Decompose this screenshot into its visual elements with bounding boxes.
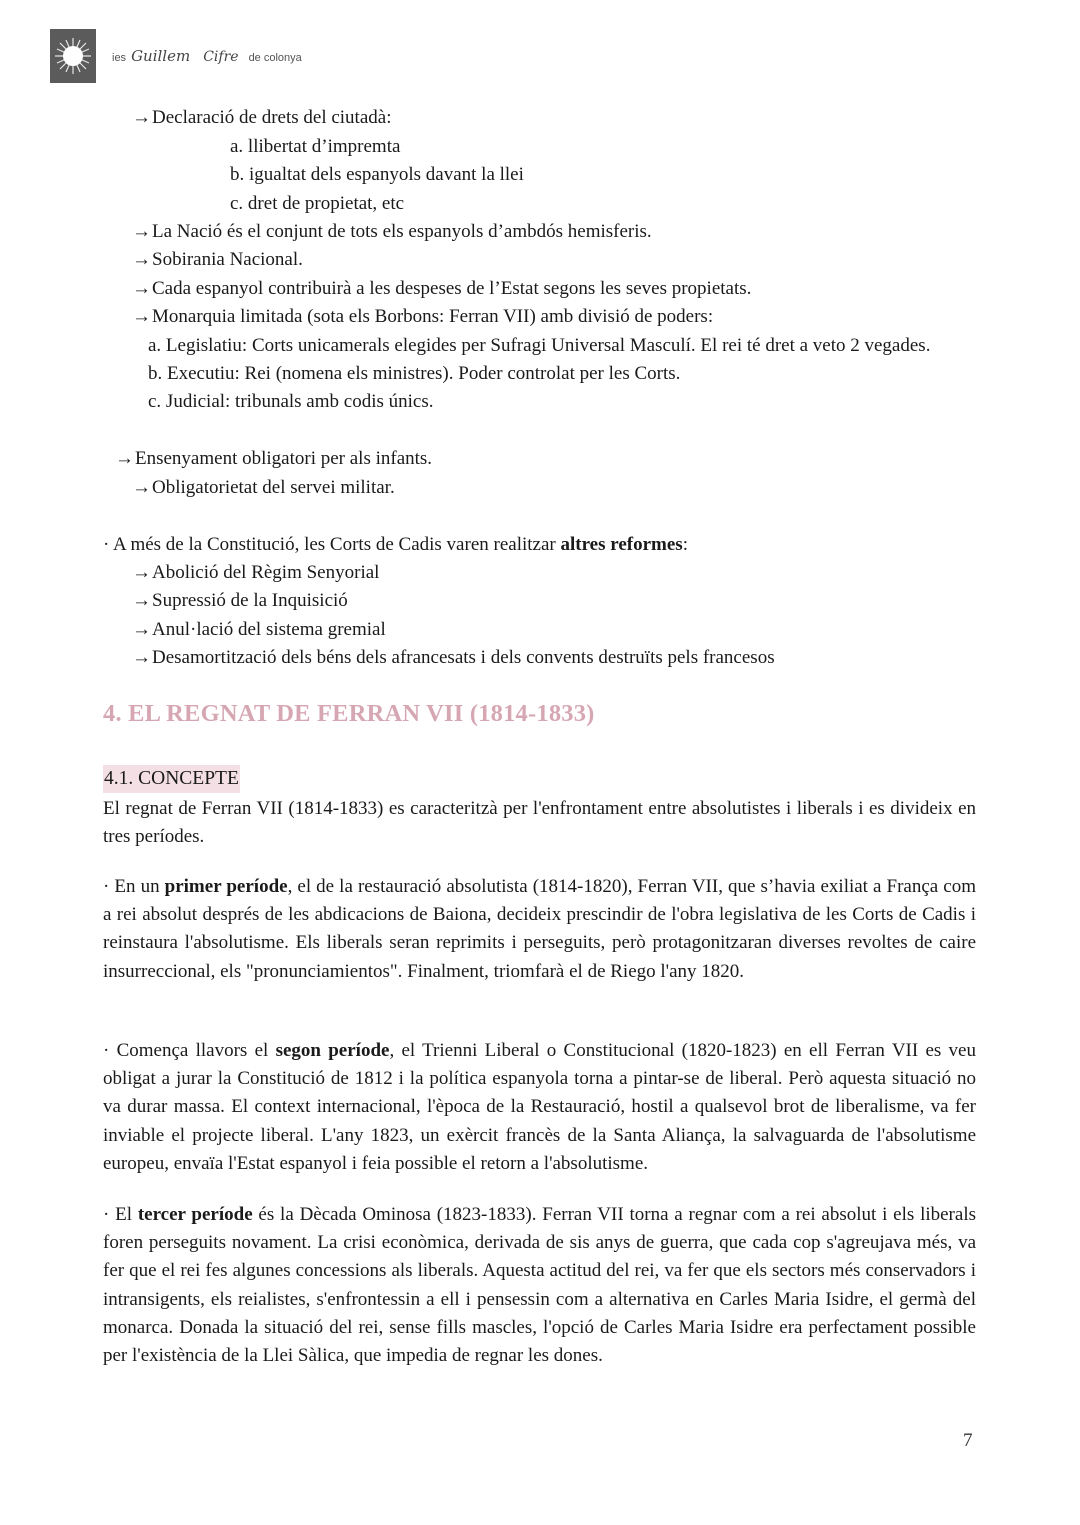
school-suffix: de colonya: [248, 52, 302, 64]
reforms-bold: altres reformes: [560, 534, 683, 555]
school-name: [112, 47, 302, 65]
page-header: [50, 29, 302, 83]
list-item: →Monarquia limitada (sota els Borbons: Ferran VII) amb divisió de poders:: [132, 306, 714, 327]
power-item: b. Executiu: Rei (nomena els ministres). Poder controlat per les Corts.: [148, 363, 681, 384]
section-heading: 4. EL REGNAT DE FERRAN VII (1814-1833): [103, 700, 595, 727]
arrow-icon: →: [115, 448, 134, 469]
list-item: →Desamortització dels béns dels afrancesats i dels convents destruïts pels francesos: [132, 647, 775, 668]
list-item: →Supressió de la Inquisició: [132, 590, 348, 611]
declaration-item: b. igualtat dels espanyols davant la llei: [230, 164, 524, 185]
paragraph-first-period: · En un primer període, el de la restauració absolutista (1814-1820), Ferran VII, que s’havia exiliat a França com a rei absolut després de les abdicacions de Baiona, decideix prescindir de l'obra legislativa de les Corts de Cadis i reinstaura l'absolutisme. Els liberals seran reprimits i perseguits, però protagonitzaran diverses revoltes de caire insurreccional, els "pronunciamientos". Finalment, triomfarà el de Riego l'any 1820.: [103, 876, 977, 982]
arrow-icon: →: [132, 590, 151, 611]
declaration-item: c. dret de propietat, etc: [230, 193, 405, 214]
list-item: →Cada espanyol contribuirà a les despeses de l’Estat segons les seves propietats.: [132, 278, 752, 299]
arrow-icon: →: [132, 306, 151, 327]
list-item: →Abolició del Règim Senyorial: [132, 562, 380, 583]
school-script-second: Cifre: [203, 49, 239, 65]
power-item: c. Judicial: tribunals amb codis únics.: [148, 391, 434, 412]
declaration-item: a. llibertat d’impremta: [230, 136, 401, 157]
arrow-icon: →: [132, 278, 151, 299]
list-item: →Declaració de drets del ciutadà:: [132, 107, 392, 128]
paragraph-third-period: · El tercer període és la Dècada Ominosa (1823-1833). Ferran VII torna a regnar com a rei absolut i els liberals foren perseguits novament. La crisi econòmica, derivada de sis anys de guerra, que cada cop s'agreujava més, va fer que el rei fes algunes concessions als liberals. Aquesta actitud del rei, va fer que els sectors més conservadors i intransigents, els reialistes, s'enfrontessin a ell i pensessin com a alternativa en Carles Maria Isidre, el germà del monarca. Donada la situació del rei, sense fills mascles, l'opció de Carles Maria Isidre era perfectament possible per l'existència de la Llei Sàlica, que impedia de regnar les dones.: [103, 1204, 976, 1367]
intro-paragraph: El regnat de Ferran VII (1814-1833) es caracteritzà per l'enfrontament entre absolutistes i liberals i es divideix en tres períodes.: [103, 798, 976, 848]
arrow-icon: →: [132, 249, 151, 270]
power-item: a. Legislatiu: Corts unicamerals elegides per Sufragi Universal Masculí. El rei té dret a veto 2 vegades.: [148, 335, 931, 356]
sun-logo-icon: [50, 29, 96, 83]
school-prefix: ies: [112, 52, 127, 64]
arrow-icon: →: [132, 221, 151, 242]
paragraph-second-period: · Comença llavors el segon període, el Trienni Liberal o Constitucional (1820-1823) en ell Ferran VII es veu obligat a jurar la Constitució de 1812 i la política espanyola torna a pintar-se de liberal. Però aquesta situació no va durar massa. El context internacional, l'època de la Restauració, hostil a qualsevol brot de liberalisme, va fer inviable el projecte liberal. L'any 1823, un exèrcit francès de la Santa Aliança, la salvaguarda de l'absolutisme europeu, envaïa l'Estat espanyol i feia possible el retorn a l'absolutisme.: [103, 1040, 976, 1174]
page-number: 7: [963, 1430, 973, 1451]
list-item: →Ensenyament obligatori per als infants.: [115, 448, 433, 469]
school-script-first: Guillem: [131, 47, 191, 65]
list-item: →La Nació és el conjunt de tots els espanyols d’ambdós hemisferis.: [132, 221, 652, 242]
subsection-heading: 4.1. CONCEPTE: [103, 765, 240, 793]
list-item: →Sobirania Nacional.: [132, 249, 303, 270]
arrow-icon: →: [132, 619, 151, 640]
arrow-icon: →: [132, 647, 151, 668]
reforms-intro: · A més de la Constitució, les Corts de Cadis varen realitzar altres reformes:: [103, 534, 688, 555]
arrow-icon: →: [132, 562, 151, 583]
arrow-icon: →: [132, 477, 151, 498]
school-logo: [50, 29, 96, 83]
arrow-icon: →: [132, 107, 151, 128]
list-item: →Obligatorietat del servei militar.: [132, 477, 395, 498]
list-item: →Anul·lació del sistema gremial: [132, 619, 386, 640]
